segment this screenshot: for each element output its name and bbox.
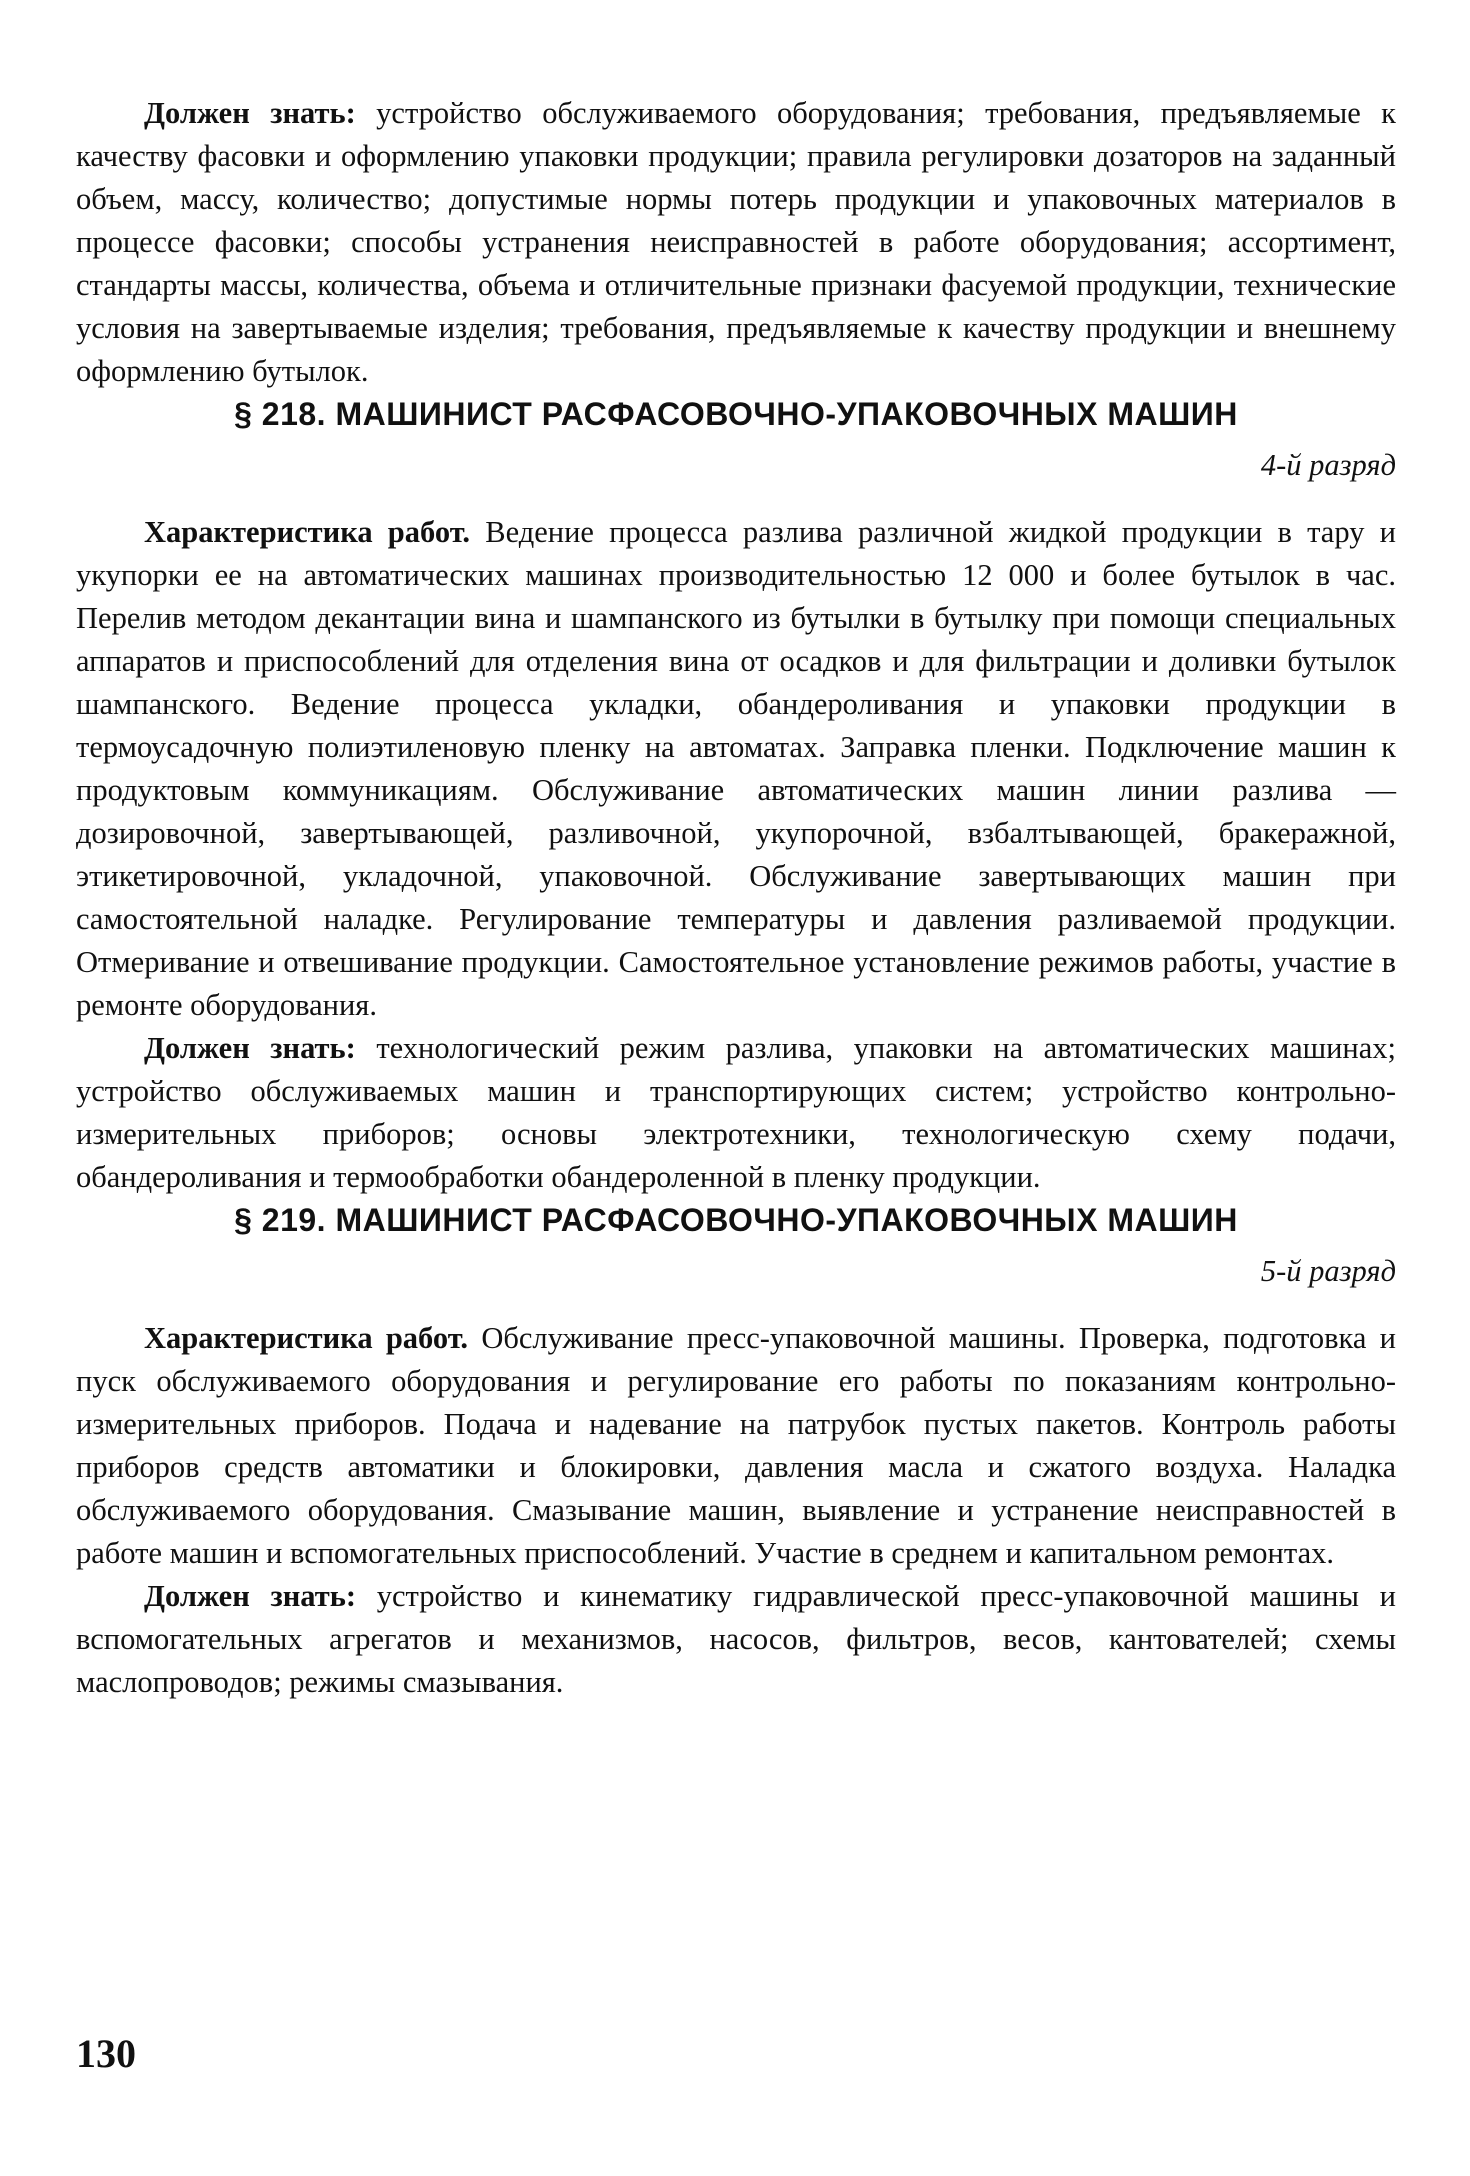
section-218-work-paragraph bbox=[76, 511, 1396, 1027]
section-218-grade: 4-й разряд bbox=[1260, 448, 1396, 482]
section-218-must-know-paragraph bbox=[76, 1027, 1396, 1199]
section-219-grade: 5-й разряд bbox=[1260, 1254, 1396, 1288]
must-know-label: Должен знать: bbox=[144, 1579, 357, 1613]
work-label: Характеристика работ. bbox=[144, 1321, 469, 1355]
work-text: Обслуживание пресс-упаковочной машины. Проверка, подготовка и пуск обслуживаемого оборудования и регулирование его работы по показаниям контрольно-измерительных приборов. Подача и надевание на патрубок пустых пакетов. Контроль работы приборов средств автоматики и блокировки, давления масла и сжатого воздуха. Наладка обслуживаемого оборудования. Смазывание машин, выявление и устранение неисправностей в работе машин и вспомогательных приспособлений. Участие в среднем и капитальном ремонтах. bbox=[76, 1321, 1397, 1570]
intro-must-know-paragraph bbox=[76, 92, 1396, 393]
must-know-label: Должен знать: bbox=[144, 96, 356, 130]
section-219-must-know-paragraph bbox=[76, 1575, 1396, 1704]
page-number: 130 bbox=[76, 2031, 136, 2076]
section-219-title: § 219. МАШИНИСТ РАСФАСОВОЧНО-УПАКОВОЧНЫХ МАШИН bbox=[234, 1202, 1238, 1238]
must-know-text: устройство обслуживаемого оборудования; требования, предъявляемые к качеству фасовки и оформлению упаковки продукции; правила регулировки дозаторов на заданный объем, массу, количество; допустимые нормы потерь продукции и упаковочных материалов в процессе фасовки; способы устранения неисправностей в работе оборудования; ассортимент, стандарты массы, количества, объема и отличительные признаки фасуемой продукции, технические условия на завертываемые изделия; требования, предъявляемые к качеству продукции и внешнему оформлению бутылок. bbox=[76, 96, 1396, 388]
must-know-label: Должен знать: bbox=[144, 1031, 356, 1065]
section-219-work-paragraph bbox=[76, 1317, 1396, 1575]
document-page bbox=[76, 92, 1396, 1704]
work-label: Характеристика работ. bbox=[144, 515, 471, 549]
must-know-text: технологический режим разлива, упаковки на автоматических машинах; устройство обслуживаемых машин и транспортирующих систем; устройство контрольно-измерительных приборов; основы электротехники, технологическую схему подачи, обандероливания и термообработки обандероленной в пленку продукции. bbox=[76, 1031, 1397, 1194]
section-218-title: § 218. МАШИНИСТ РАСФАСОВОЧНО-УПАКОВОЧНЫХ МАШИН bbox=[234, 396, 1238, 432]
must-know-text: устройство и кинематику гидравлической пресс-упаковочной машины и вспомогательных агрегатов и механизмов, насосов, фильтров, весов, кантователей; схемы маслопроводов; режимы смазывания. bbox=[76, 1579, 1396, 1699]
work-text: Ведение процесса разлива различной жидкой продукции в тару и укупорки ее на автоматических машинах производительностью 12 000 и более бутылок в час. Перелив методом декантации вина и шампанского из бутылки в бутылку при помощи специальных аппаратов и приспособлений для отделения вина от осадков и для фильтрации и доливки бутылок шампанского. Ведение процесса укладки, обандероливания и упаковки продукции в термоусадочную полиэтиленовую пленку на автоматах. Заправка пленки. Подключение машин к продуктовым коммуникациям. Обслуживание автоматических машин линии разлива — дозировочной, завертывающей, разливочной, укупорочной, взбалтывающей, бракеражной, этикетировочной, укладочной, упаковочной. Обслуживание завертывающих машин при самостоятельной наладке. Регулирование температуры и давления разливаемой продукции. Отмеривание и отвешивание продукции. Самостоятельное установление режимов работы, участие в ремонте оборудования. bbox=[76, 515, 1396, 1022]
